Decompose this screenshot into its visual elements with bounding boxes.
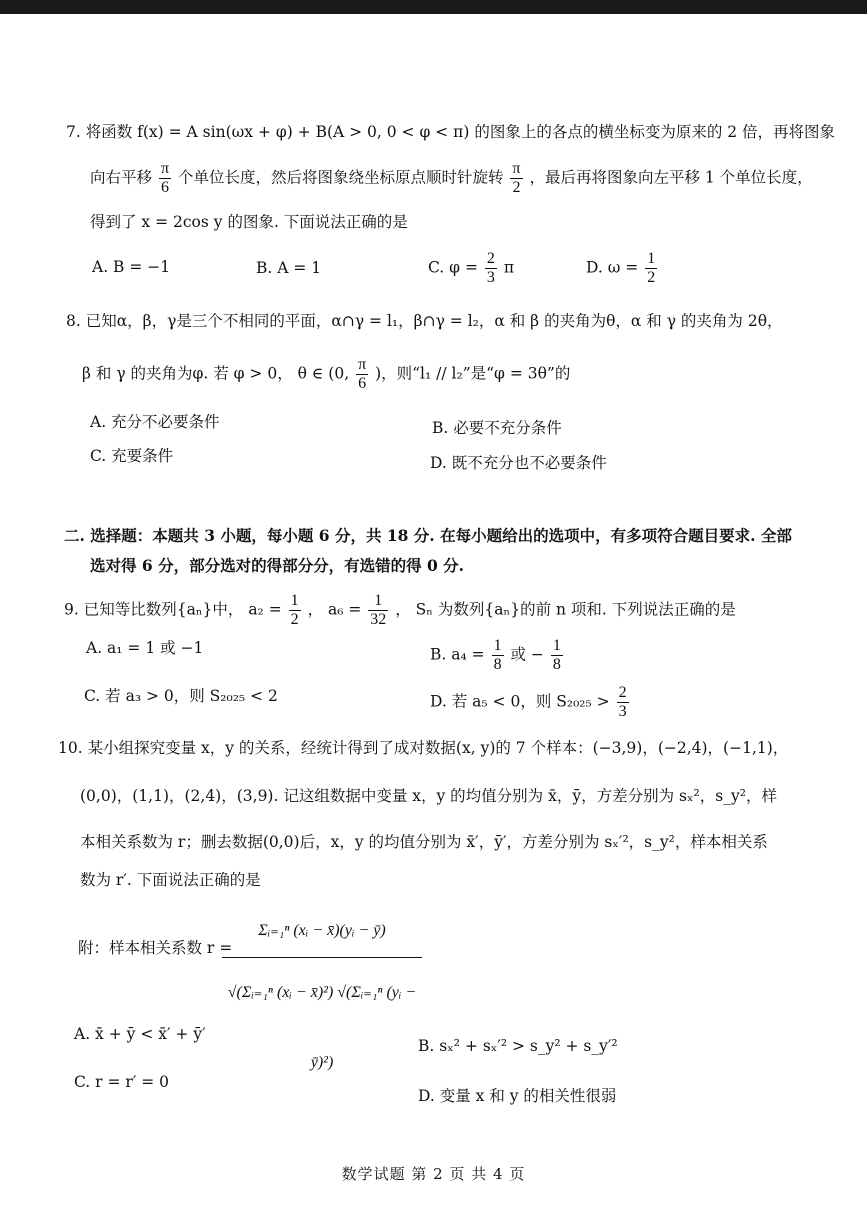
q10-formula-numerator: Σᵢ₌₁ⁿ (xᵢ − x̄)(yᵢ − ȳ) [222, 905, 422, 958]
scan-edge [0, 0, 867, 14]
q9-option-c: C. 若 a₃ > 0，则 S₂₀₂₅ < 2 [84, 687, 278, 705]
q8-line2: β 和 γ 的夹角为φ. 若 φ > 0， θ ∈ (0, $\frac{\pi}{6}$ )，则“l₁ // l₂”是“φ = 3θ”的 [82, 356, 571, 392]
q9-option-b: B. a₄ = $\frac{1}{8}$ 或 − $\frac{1}{8}$ [430, 637, 561, 673]
page-footer: 数学试题 第 2 页 共 4 页 [341, 1165, 526, 1183]
q10-line1: 10. 某小组探究变量 x，y 的关系，经统计得到了成对数据(x, y)的 7 个样本：(−3,9)，(−2,4)，(−1,1)， [58, 739, 789, 757]
q10-option-c: C. r = r′ = 0 [74, 1073, 170, 1091]
q10-formula-label: 附：样本相关系数 r = [78, 939, 233, 957]
q7-shift-fraction: $\frac{\pi}{6}$ [160, 160, 170, 196]
q10-line3: 本相关系数为 r；删去数据(0,0)后，x，y 的均值分别为 x̄′，ȳ′，方差分别为 sₓ′²，s_y²，样本相关系 [80, 833, 768, 851]
q7-option-c: C. φ = $\frac{2}{3}$ π [428, 250, 514, 286]
q8-option-c: C. 充要条件 [90, 447, 174, 465]
q10-formula-denominator: √(Σᵢ₌₁ⁿ (xᵢ − x̄)²) √(Σᵢ₌₁ⁿ (yᵢ − ȳ)²) [227, 984, 417, 1071]
q8-option-a: A. 充分不必要条件 [90, 413, 220, 431]
section2-heading-line1: 二. 选择题：本题共 3 小题，每小题 6 分，共 18 分. 在每小题给出的选项中，有多项符合题目要求. 全部 [64, 526, 792, 545]
q10-option-a: A. x̄ + ȳ < x̄′ + ȳ′ [74, 1025, 206, 1043]
q7-line1: 7. 将函数 f(x) = A sin(ωx + φ) + B(A > 0, 0 < φ < π) 的图象上的各点的横坐标变为原来的 2 倍，再将图象 [66, 123, 836, 141]
q9-option-a: A. a₁ = 1 或 −1 [86, 639, 204, 657]
q7-line2: 向右平移 $\frac{\pi}{6}$ 个单位长度，然后将图象绕坐标原点顺时针旋转 $\frac{\pi}{2}$ ，最后再将图象向左平移 1 个单位长度， [90, 160, 813, 196]
q10-correlation-formula [222, 905, 422, 1071]
section2-heading-line2: 选对得 6 分，部分选对的得部分分，有选错的得 0 分. [90, 556, 465, 575]
q9-option-d: D. 若 a₅ < 0，则 S₂₀₂₅ > $\frac{2}{3}$ [430, 684, 627, 720]
q7-option-a: A. B = −1 [92, 258, 171, 276]
q7-line3: 得到了 x = 2cos y 的图象. 下面说法正确的是 [90, 213, 408, 231]
q8-option-d: D. 既不充分也不必要条件 [430, 454, 607, 472]
q7-option-b: B. A = 1 [256, 259, 322, 277]
q7-rotation-fraction: $\frac{\pi}{2}$ [512, 160, 521, 196]
q7-option-d: D. ω = $\frac{1}{2}$ [586, 250, 656, 286]
q10-option-b: B. sₓ² + sₓ′² > s_y² + s_y′² [418, 1037, 618, 1055]
q8-option-b: B. 必要不充分条件 [432, 419, 562, 437]
q10-line4: 数为 r′. 下面说法正确的是 [80, 871, 261, 889]
q8-line1: 8. 已知α，β，γ是三个不相同的平面，α∩γ = l₁，β∩γ = l₂，α 和 β 的夹角为θ，α 和 γ 的夹角为 2θ， [66, 312, 783, 330]
q10-option-d: D. 变量 x 和 y 的相关性很弱 [418, 1087, 617, 1105]
q9-line1: 9. 已知等比数列{aₙ}中， a₂ = $\frac{1}{2}$ ， a₆ = $\frac{1}{32}$ ， Sₙ 为数列{aₙ}的前 n 项和. 下列说法正确的是 [64, 592, 736, 628]
q10-line2: (0,0)，(1,1)，(2,4)，(3,9). 记这组数据中变量 x，y 的均值分别为 x̄，ȳ，方差分别为 sₓ²，s_y²，样 [80, 787, 777, 805]
